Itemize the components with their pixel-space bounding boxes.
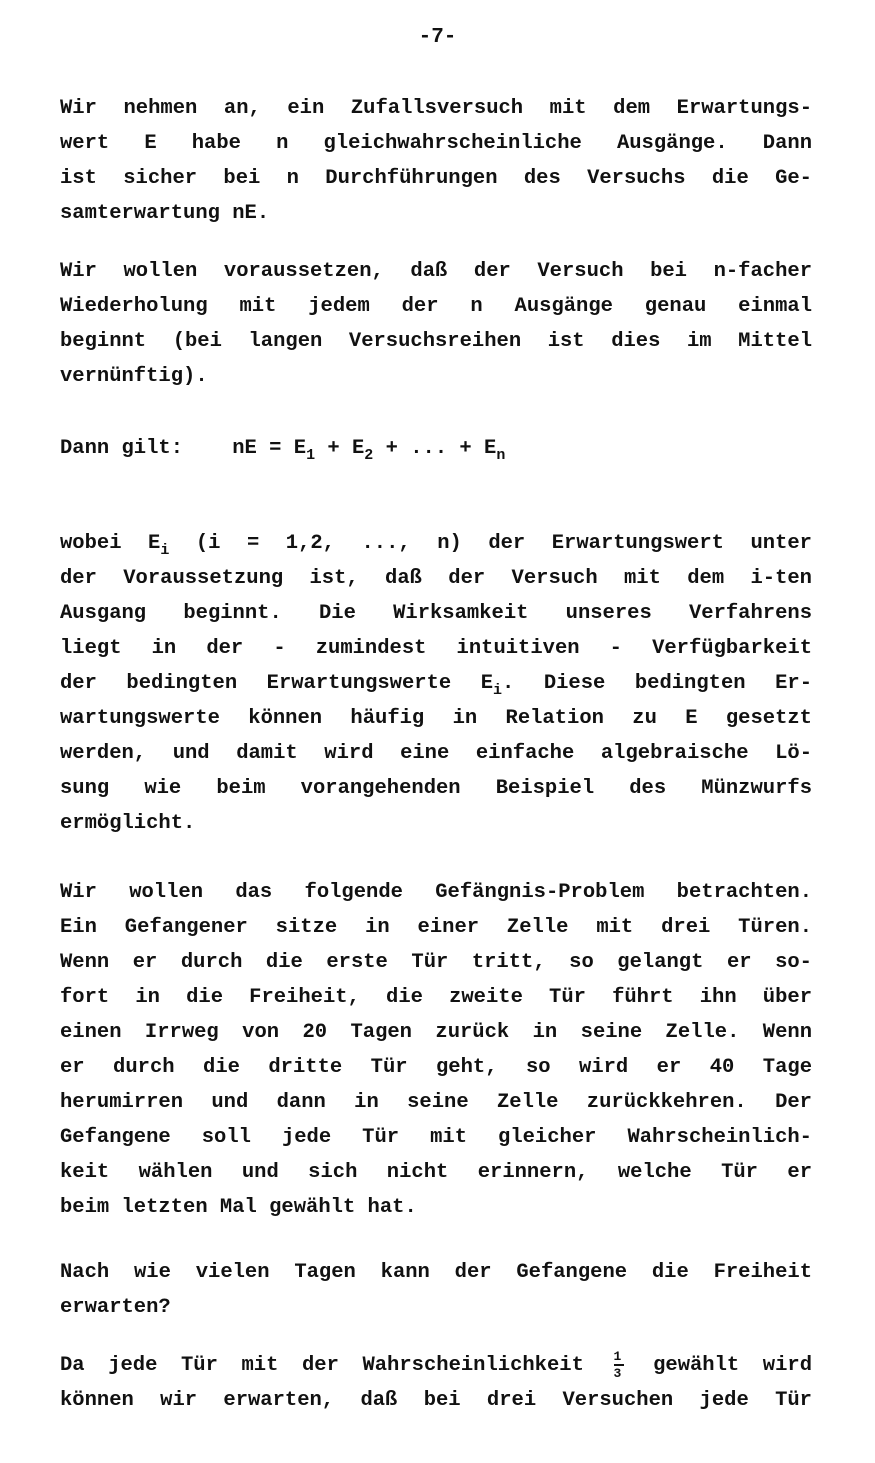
page-number: -7-	[418, 26, 457, 49]
text-line: können wir erwarten, daß bei drei Versuchen jede Tür	[60, 1389, 812, 1412]
formula: Dann gilt: nE = $E_1 + E_2$ + ... + $E_n$	[60, 437, 506, 464]
text-line: fort in die Freiheit, die zweite Tür führt ihn über	[60, 986, 812, 1009]
text-line: sung wie beim vorangehenden Beispiel des Münzwurfs	[60, 777, 812, 800]
text-line: wert E habe n gleichwahrscheinliche Ausgänge. Dann	[60, 132, 812, 155]
text-line: liegt in der - zumindest intuitiven - Verfügbarkeit	[60, 637, 812, 660]
text-line: wobei $E_i$ (i = 1,2, ..., n) der Erwartungswert unter	[60, 532, 812, 559]
text-line: er durch die dritte Tür geht, so wird er 40 Tage	[60, 1056, 812, 1079]
text-line: Wir nehmen an, ein Zufallsversuch mit dem Erwartungs-	[60, 97, 812, 120]
paragraph-2	[60, 254, 812, 394]
formula-label: Dann gilt:	[60, 437, 184, 460]
text-line: Wir wollen voraussetzen, daß der Versuch bei n-facher	[60, 260, 812, 283]
text-line: ermöglicht.	[60, 812, 196, 835]
paragraph-4	[60, 875, 812, 1225]
text-line: beginnt (bei langen Versuchsreihen ist dies im Mittel	[60, 330, 812, 353]
text-line: der Voraussetzung ist, daß der Versuch mit dem i-ten	[60, 567, 812, 590]
text-line: vernünftig).	[60, 365, 208, 388]
text-line: keit wählen und sich nicht erinnern, welche Tür er	[60, 1161, 812, 1184]
text-line: wartungswerte können häufig in Relation zu E gesetzt	[60, 707, 812, 730]
fraction: $\frac{1}{3}$	[614, 1350, 624, 1380]
paragraph-5	[60, 1255, 812, 1325]
paragraph-1	[60, 91, 812, 231]
text-line: ist sicher bei n Durchführungen des Versuchs die Ge-	[60, 167, 812, 190]
text-line: Gefangene soll jede Tür mit gleicher Wahrscheinlich-	[60, 1126, 812, 1149]
text-line: Wenn er durch die erste Tür tritt, so gelangt er so-	[60, 951, 812, 974]
text-line: werden, und damit wird eine einfache algebraische Lö-	[60, 742, 812, 765]
text-line: beim letzten Mal gewählt hat.	[60, 1196, 417, 1219]
paragraph-6	[60, 1348, 812, 1418]
text-line: Wiederholung mit jedem der n Ausgänge genau einmal	[60, 295, 812, 318]
text-line: herumirren und dann in seine Zelle zurückkehren. Der	[60, 1091, 812, 1114]
text-line: Da jede Tür mit der Wahrscheinlichkeit $\frac{1}{3}$ gewählt wird	[60, 1348, 813, 1381]
text-line: Ausgang beginnt. Die Wirksamkeit unseres Verfahrens	[60, 602, 812, 625]
text-line: samterwartung nE.	[60, 202, 270, 225]
text-line: Ein Gefangener sitze in einer Zelle mit drei Türen.	[60, 916, 812, 939]
text-line: Nach wie vielen Tagen kann der Gefangene die Freiheit	[60, 1261, 812, 1284]
text-line: der bedingten Erwartungswerte $E_i$. Diese bedingten Er-	[60, 672, 812, 699]
text-line: einen Irrweg von 20 Tagen zurück in seine Zelle. Wenn	[60, 1021, 812, 1044]
paragraph-3	[60, 526, 812, 841]
text-line: erwarten?	[60, 1296, 171, 1319]
text-line: Wir wollen das folgende Gefängnis-Problem betrachten.	[60, 881, 812, 904]
